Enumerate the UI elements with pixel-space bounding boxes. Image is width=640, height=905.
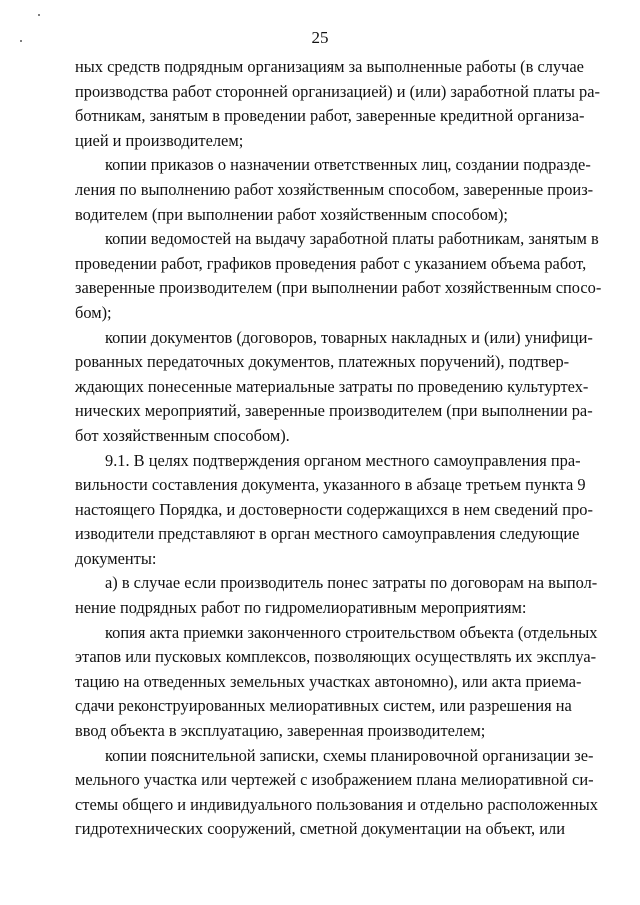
text-line: ввод объекта в эксплуатацию, заверенная производителем; [75, 721, 486, 741]
text-line: копии ведомостей на выдачу заработной платы работникам, занятым в [105, 229, 599, 249]
scan-speck [38, 14, 40, 16]
text-line: бот хозяйственным способом). [75, 425, 290, 445]
text-line: нение подрядных работ по гидромелиоративным мероприятиям: [75, 598, 527, 618]
text-line: а) в случае если производитель понес затраты по договорам на выпол- [105, 573, 598, 593]
page-number: 25 [311, 28, 329, 47]
paragraph [75, 55, 600, 153]
text-line: тацию на отведенных земельных участках автономно), или акта приема- [75, 671, 582, 691]
paragraph [75, 153, 594, 227]
text-line: рованных передаточных документов, платежных поручений), подтвер- [75, 352, 570, 372]
paragraph [75, 449, 593, 572]
text-line: ботникам, занятым в проведении работ, заверенные кредитной организа- [75, 106, 585, 126]
text-line: проведении работ, графиков проведения работ с указанием объема работ, [75, 253, 587, 273]
text-line: гидротехнических сооружений, сметной документации на объект, или [75, 819, 565, 839]
text-line: настоящего Порядка, и достоверности содержащихся в нем сведений про- [75, 499, 593, 519]
document-body [75, 55, 602, 842]
text-line: цией и производителем; [75, 130, 244, 150]
text-line: стемы общего и индивидуального пользования и отдельно расположенных [75, 794, 598, 814]
text-line: нических мероприятий, заверенные производителем (при выполнении ра- [75, 401, 593, 421]
text-line: изводители представляют в орган местного самоуправления следующие [75, 524, 580, 544]
text-line: 9.1. В целях подтверждения органом местного самоуправления пра- [105, 450, 581, 470]
text-line: ждающих понесенные материальные затраты по проведению культуртех- [75, 376, 589, 396]
text-line: этапов или пусковых комплексов, позволяющих осуществлять их эксплуа- [75, 647, 597, 667]
text-line: вильности составления документа, указанного в абзаце третьем пункта 9 [75, 475, 586, 495]
paragraph [75, 227, 602, 325]
text-line: сдачи реконструированных мелиоративных систем, или разрешения на [75, 696, 572, 716]
text-line: копии пояснительной записки, схемы планировочной организации зе- [105, 745, 594, 765]
text-line: бом); [75, 302, 112, 322]
text-line: копии приказов о назначении ответственных лиц, создании подразде- [105, 155, 591, 175]
text-line: заверенные производителем (при выполнении работ хозяйственным спосо- [75, 278, 602, 298]
paragraph [75, 621, 598, 744]
text-line: копия акта приемки законченного строительством объекта (отдельных [105, 622, 598, 642]
text-line: ных средств подрядным организациям за выполненные работы (в случае [75, 57, 584, 76]
text-line: ления по выполнению работ хозяйственным способом, заверенные произ- [75, 179, 594, 199]
text-line: документы: [75, 548, 157, 568]
text-line: производства работ сторонней организацией) и (или) заработной платы ра- [75, 81, 600, 101]
text-line: водителем (при выполнении работ хозяйственным способом); [75, 204, 508, 224]
text-line: копии документов (договоров, товарных накладных и (или) унифици- [105, 327, 593, 347]
paragraph [75, 571, 598, 620]
paragraph [75, 326, 593, 449]
text-line: мельного участка или чертежей с изображением плана мелиоративной си- [75, 770, 594, 790]
paragraph [75, 744, 598, 842]
